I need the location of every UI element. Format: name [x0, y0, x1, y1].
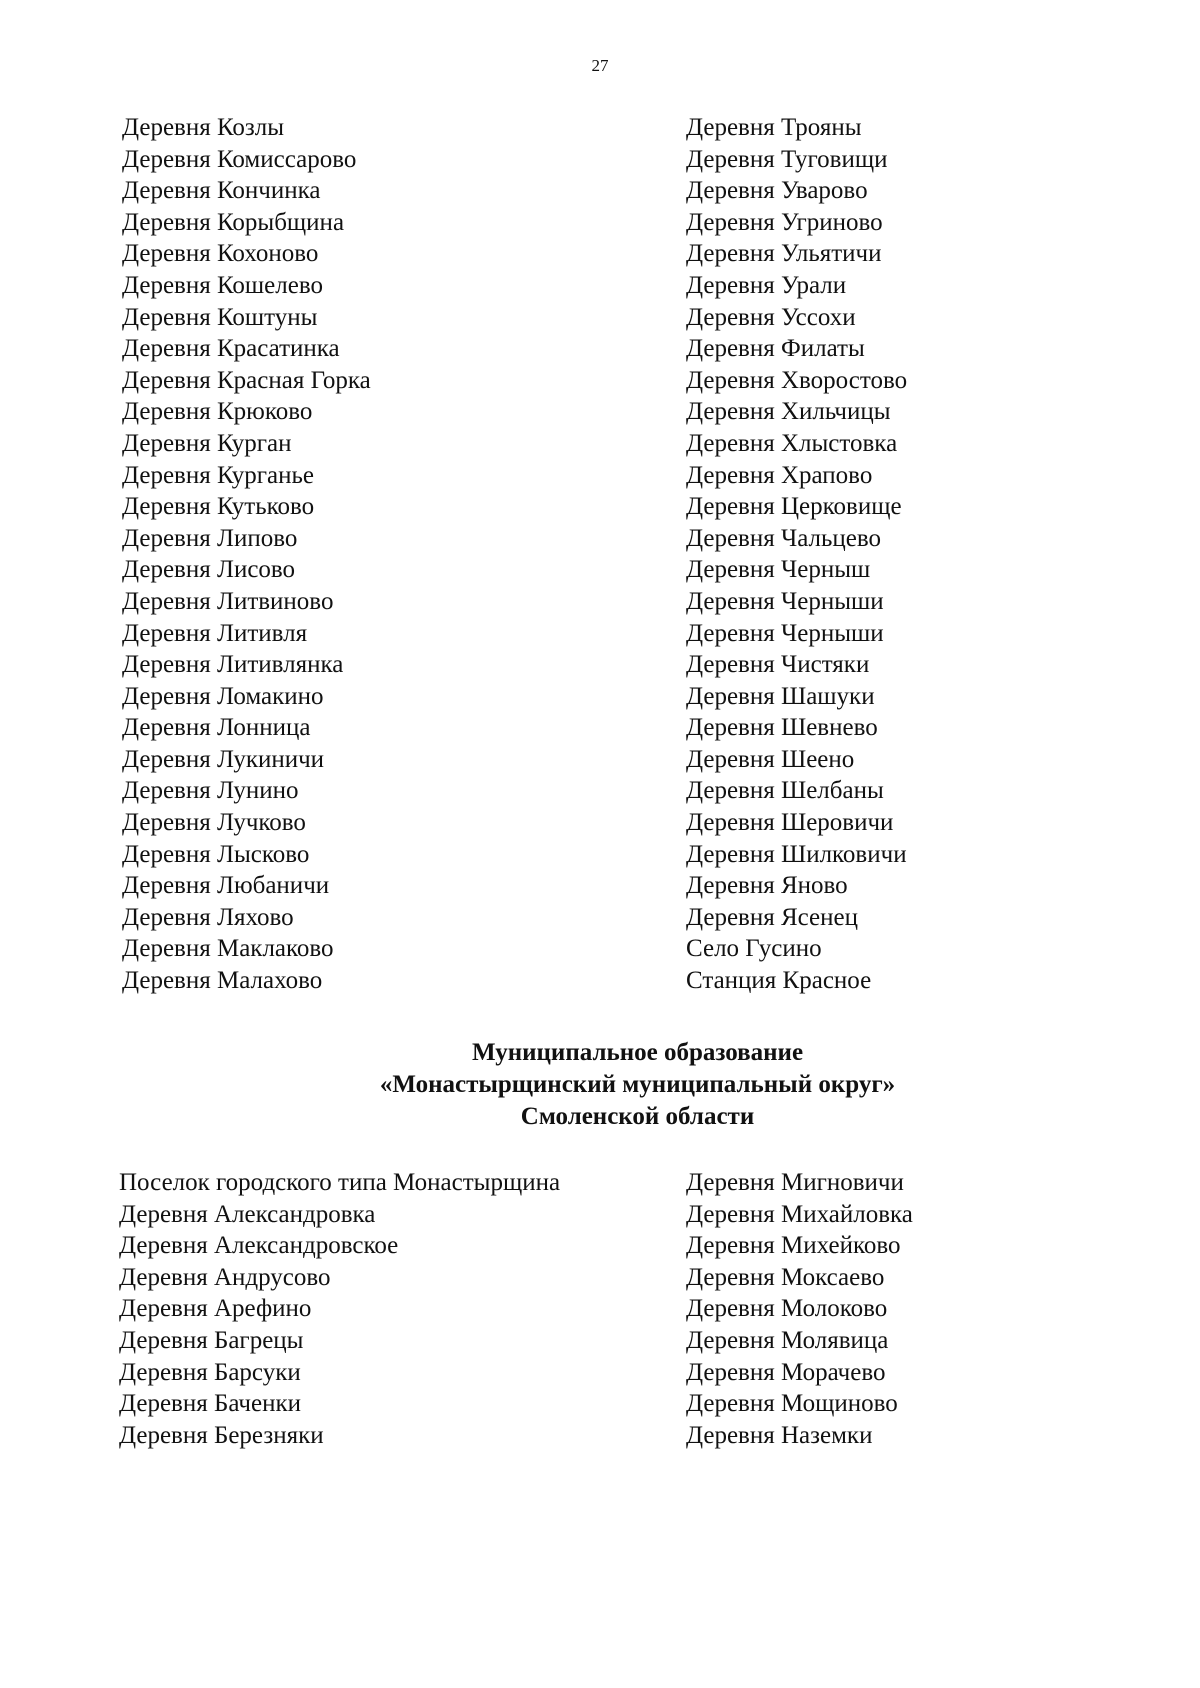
settlement-list-item: Деревня Баченки — [119, 1390, 302, 1418]
heading-line-2: «Монастырщинский муниципальный округ» — [379, 1071, 896, 1098]
settlement-list-item: Деревня Ломакино — [122, 682, 324, 710]
settlement-list-right-column — [686, 1167, 913, 1451]
settlement-list-item: Деревня Молоково — [686, 1295, 888, 1323]
settlement-list-item: Деревня Яново — [686, 872, 848, 900]
settlement-list-item: Станция Красное — [686, 967, 872, 995]
heading-line-1: Муниципальное образование — [471, 1039, 804, 1066]
settlement-list-item: Село Гусино — [686, 935, 822, 963]
settlement-list-item: Деревня Кохоново — [122, 240, 319, 268]
settlement-list-item: Деревня Лучково — [122, 809, 306, 837]
settlement-list-item: Деревня Шашуки — [686, 682, 875, 710]
settlement-list-item: Деревня Лукиничи — [122, 745, 325, 773]
settlement-list-item: Деревня Мигновичи — [686, 1169, 904, 1196]
settlement-list-item: Деревня Наземки — [686, 1421, 873, 1449]
settlement-list-left-column — [122, 112, 371, 997]
municipality-heading — [0, 1037, 1200, 1133]
settlement-list-item: Деревня Александровка — [119, 1200, 376, 1228]
settlement-list-item: Деревня Арефино — [119, 1295, 312, 1323]
settlement-list-item: Деревня Красная Горка — [122, 366, 371, 394]
settlement-list-item: Деревня Березняки — [119, 1421, 324, 1449]
settlement-list-item: Деревня Багрецы — [119, 1326, 304, 1354]
settlement-list-item: Деревня Александровское — [119, 1232, 399, 1260]
settlement-list-item: Деревня Любаничи — [122, 872, 330, 900]
settlement-list-item: Деревня Красатинка — [122, 335, 340, 363]
settlement-list-item: Деревня Ульятичи — [686, 240, 882, 268]
settlement-list-item: Деревня Коштуны — [122, 303, 318, 331]
settlement-list-item: Деревня Лунино — [122, 777, 299, 805]
settlement-list-item: Поселок городского типа Монастырщина — [119, 1169, 561, 1196]
settlement-list-item: Деревня Черныши — [686, 619, 884, 647]
settlement-list-item: Деревня Комиссарово — [122, 145, 357, 173]
settlement-list-item: Деревня Михайловка — [686, 1200, 913, 1228]
settlement-list-item: Деревня Шевнево — [686, 714, 878, 742]
settlement-list-item: Деревня Крюково — [122, 398, 313, 426]
settlement-list-item: Деревня Маклаково — [122, 935, 334, 963]
page-number: 27 — [591, 56, 609, 75]
settlement-list-item: Деревня Черныши — [686, 587, 884, 615]
settlement-list-item: Деревня Литивля — [122, 619, 308, 647]
settlement-list-item: Деревня Храпово — [686, 461, 873, 489]
settlement-list-item: Деревня Шилковичи — [686, 840, 907, 868]
settlement-list-item: Деревня Лисово — [122, 556, 296, 584]
settlement-list-item: Деревня Кошелево — [122, 271, 323, 299]
settlement-list-item: Деревня Ляхово — [122, 903, 294, 931]
settlement-list-item: Деревня Угриново — [686, 208, 883, 236]
settlement-list-item: Деревня Литивлянка — [122, 651, 344, 679]
settlement-list-item: Деревня Чистяки — [686, 651, 870, 679]
settlement-list-item: Деревня Чальцево — [686, 524, 882, 552]
settlement-list-item: Деревня Кончинка — [122, 177, 321, 205]
settlement-list-item: Деревня Молявица — [686, 1326, 889, 1354]
settlement-list-item: Деревня Курганье — [122, 461, 315, 489]
settlement-list-item: Деревня Шелбаны — [686, 777, 884, 805]
settlement-list-item: Деревня Филаты — [686, 335, 865, 363]
heading-line-3: Смоленской области — [520, 1103, 755, 1130]
settlement-list-item: Деревня Хворостово — [686, 366, 908, 394]
settlement-list-item: Деревня Шеровичи — [686, 809, 894, 837]
settlement-list-item: Деревня Ясенец — [686, 903, 859, 931]
settlement-list-item: Деревня Малахово — [122, 967, 323, 995]
settlement-list-item: Деревня Лонница — [122, 714, 311, 742]
settlement-list-item: Деревня Трояны — [686, 114, 862, 141]
settlement-list-item: Деревня Хильчицы — [686, 398, 891, 426]
settlement-list-item: Деревня Андрусово — [119, 1263, 331, 1291]
settlement-list-item: Деревня Козлы — [122, 114, 285, 141]
settlement-list-item: Деревня Черныш — [686, 556, 871, 584]
settlement-list-item: Деревня Литвиново — [122, 587, 334, 615]
settlement-list-item: Деревня Липово — [122, 524, 298, 552]
settlement-list-item: Деревня Уссохи — [686, 303, 856, 331]
settlement-list-item: Деревня Михейково — [686, 1232, 901, 1260]
settlement-list-item: Деревня Мощиново — [686, 1390, 898, 1418]
settlement-list-item: Деревня Моксаево — [686, 1263, 885, 1291]
settlement-list-item: Деревня Курган — [122, 429, 292, 457]
settlement-list-item: Деревня Урали — [686, 271, 847, 299]
settlement-list-item: Деревня Туговищи — [686, 145, 888, 173]
settlement-list-item: Деревня Корыбщина — [122, 208, 345, 236]
settlement-list-item: Деревня Лысково — [122, 840, 310, 868]
settlement-list-item: Деревня Морачево — [686, 1358, 886, 1386]
settlement-list-left-column — [119, 1167, 560, 1451]
settlement-list-right-column — [686, 112, 907, 997]
settlement-list-item: Деревня Шеено — [686, 745, 855, 773]
settlement-list-item: Деревня Кутьково — [122, 493, 315, 521]
settlement-list-item: Деревня Церковище — [686, 493, 902, 521]
settlement-list-item: Деревня Хлыстовка — [686, 429, 898, 457]
settlement-list-item: Деревня Уварово — [686, 177, 868, 205]
settlement-list-item: Деревня Барсуки — [119, 1358, 301, 1386]
